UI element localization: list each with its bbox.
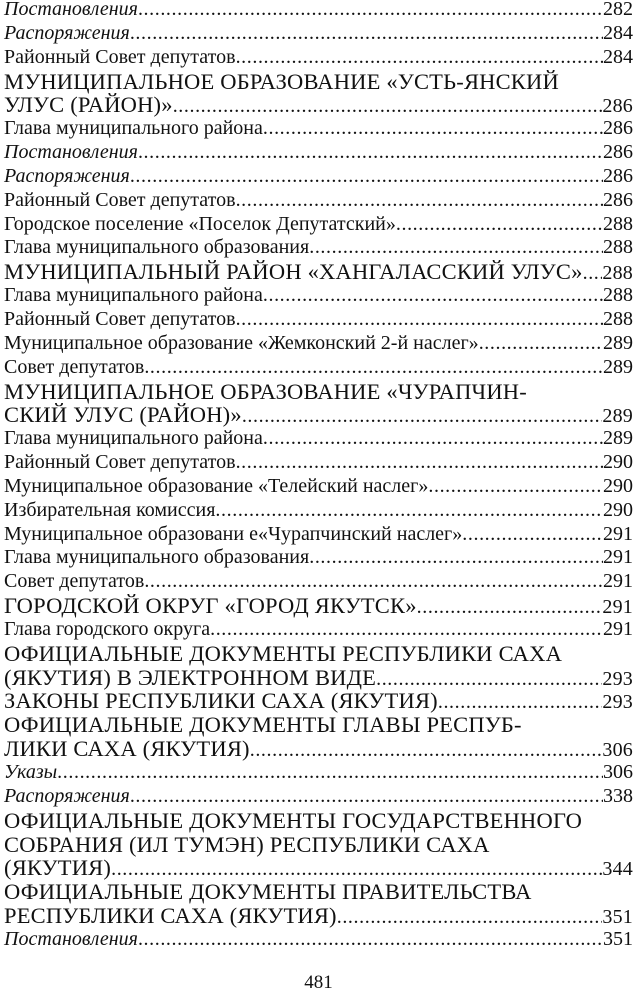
toc-page-number: 306 bbox=[603, 761, 633, 783]
dot-leader bbox=[479, 332, 603, 356]
toc-page-number: 351 bbox=[603, 927, 633, 950]
toc-line bbox=[4, 904, 633, 928]
toc-line bbox=[4, 284, 633, 308]
toc-entry bbox=[4, 308, 633, 332]
toc-page-number: 291 bbox=[602, 596, 633, 619]
page-number: 481 bbox=[304, 972, 333, 993]
toc-page-number: 338 bbox=[603, 784, 633, 807]
toc-line bbox=[4, 46, 633, 70]
toc-entry-title: Глава муниципального района bbox=[4, 284, 263, 307]
toc-page-number: 289 bbox=[603, 427, 633, 450]
toc-entry bbox=[4, 809, 633, 881]
toc-entry bbox=[4, 451, 633, 475]
toc-entry bbox=[4, 594, 633, 618]
toc-line bbox=[4, 93, 633, 117]
toc-line bbox=[4, 260, 633, 284]
toc-page-number: 289 bbox=[603, 331, 633, 354]
toc-entry-title: Городское поселение «Поселок Депутатский» bbox=[4, 212, 396, 235]
toc-entry-title: МУНИЦИПАЛЬНЫЙ РАЙОН «ХАНГАЛАССКИЙ УЛУС» bbox=[4, 259, 583, 285]
dot-leader bbox=[236, 46, 603, 70]
toc-entry-title: Совет депутатов bbox=[4, 355, 145, 378]
toc-entry bbox=[4, 189, 633, 213]
toc-line bbox=[4, 356, 633, 380]
toc-entry-title: Глава городского округа bbox=[4, 617, 211, 640]
toc-page-number: 291 bbox=[603, 617, 633, 640]
toc-entry bbox=[4, 761, 633, 785]
toc-entry-title: ОФИЦИАЛЬНЫЕ ДОКУМЕНТЫ ПРАВИТЕЛЬСТВА bbox=[4, 879, 532, 905]
toc-line bbox=[4, 475, 633, 499]
dot-leader bbox=[236, 189, 603, 213]
toc-entry-title: МУНИЦИПАЛЬНОЕ ОБРАЗОВАНИЕ «ЧУРАПЧИН- bbox=[4, 378, 527, 404]
toc-page-number: 284 bbox=[603, 45, 633, 68]
toc-page-number: 289 bbox=[602, 405, 633, 428]
toc-entry-title: Глава муниципального образования bbox=[4, 546, 310, 569]
toc-page-number: 290 bbox=[603, 451, 633, 474]
toc-entry-title: Глава муниципального района bbox=[4, 117, 263, 140]
toc-entry-title: УЛУС (РАЙОН)» bbox=[4, 92, 173, 118]
dot-leader bbox=[57, 761, 603, 785]
dot-leader bbox=[138, 928, 603, 952]
toc-line bbox=[4, 165, 633, 189]
toc-entry bbox=[4, 332, 633, 356]
toc-entry bbox=[4, 880, 633, 928]
toc-entry bbox=[4, 0, 633, 22]
toc-entry bbox=[4, 499, 633, 523]
dot-leader bbox=[462, 523, 603, 547]
toc-line bbox=[4, 236, 633, 260]
toc-line bbox=[4, 666, 633, 690]
toc-entry-title: Муниципальное образование «Телейский наслег» bbox=[4, 474, 429, 497]
toc-entry-title: Распоряжения bbox=[4, 784, 130, 807]
dot-leader bbox=[309, 236, 603, 260]
toc-entry-title: Муниципальное образование «Жемконский 2-й наслег» bbox=[4, 331, 479, 354]
toc-entry bbox=[4, 427, 633, 451]
toc-line bbox=[4, 880, 633, 904]
toc-page-number: 288 bbox=[603, 236, 633, 259]
toc-line bbox=[4, 618, 633, 642]
toc-entry-title: ЛИКИ САХА (ЯКУТИЯ) bbox=[4, 736, 250, 762]
toc-line bbox=[4, 427, 633, 451]
toc-entry-title: Распоряжения bbox=[4, 164, 130, 187]
toc-line bbox=[4, 499, 633, 523]
toc-line bbox=[4, 332, 633, 356]
toc-entry-title: Избирательная комиссия bbox=[4, 498, 216, 521]
toc-entry-title: ОФИЦИАЛЬНЫЕ ДОКУМЕНТЫ ГОСУДАРСТВЕННОГО bbox=[4, 807, 583, 833]
dot-leader bbox=[263, 427, 603, 451]
toc-page-number: 291 bbox=[603, 522, 633, 545]
toc-line bbox=[4, 380, 633, 404]
table-of-contents bbox=[4, 0, 633, 952]
toc-entry-title: Глава муниципального образования bbox=[4, 236, 310, 259]
dot-leader bbox=[236, 451, 603, 475]
toc-entry-title: Районный Совет депутатов bbox=[4, 45, 236, 68]
toc-entry-title: ОФИЦИАЛЬНЫЕ ДОКУМЕНТЫ ГЛАВЫ РЕСПУБ- bbox=[4, 712, 522, 738]
toc-page-number: 288 bbox=[603, 307, 633, 330]
toc-entry bbox=[4, 689, 633, 713]
dot-leader bbox=[263, 117, 603, 141]
toc-line bbox=[4, 141, 633, 165]
toc-page-number: 291 bbox=[603, 546, 633, 569]
toc-entry bbox=[4, 356, 633, 380]
toc-entry bbox=[4, 785, 633, 809]
toc-entry-title: Распоряжения bbox=[4, 21, 130, 44]
dot-leader bbox=[242, 405, 603, 429]
toc-page-number: 288 bbox=[602, 262, 633, 285]
toc-line bbox=[4, 546, 633, 570]
toc-page-number: 286 bbox=[602, 95, 633, 118]
toc-entry bbox=[4, 618, 633, 642]
toc-line bbox=[4, 451, 633, 475]
toc-entry bbox=[4, 284, 633, 308]
toc-line bbox=[4, 594, 633, 618]
toc-line bbox=[4, 713, 633, 737]
toc-page-number: 290 bbox=[603, 498, 633, 521]
toc-entry-title: МУНИЦИПАЛЬНОЕ ОБРАЗОВАНИЕ «УСТЬ-ЯНСКИЙ bbox=[4, 68, 559, 94]
toc-entry-title: ОФИЦИАЛЬНЫЕ ДОКУМЕНТЫ РЕСПУБЛИКИ САХА bbox=[4, 640, 563, 666]
toc-line bbox=[4, 403, 633, 427]
dot-leader bbox=[138, 0, 603, 22]
toc-entry bbox=[4, 213, 633, 237]
dot-leader bbox=[138, 141, 603, 165]
dot-leader bbox=[130, 22, 603, 46]
dot-leader bbox=[144, 570, 603, 594]
toc-line bbox=[4, 570, 633, 594]
dot-leader bbox=[210, 618, 603, 642]
dot-leader bbox=[583, 262, 603, 286]
toc-line bbox=[4, 856, 633, 880]
toc-entry-title: Районный Совет депутатов bbox=[4, 307, 236, 330]
toc-line bbox=[4, 689, 633, 713]
toc-line bbox=[4, 308, 633, 332]
toc-page-number: 306 bbox=[602, 739, 633, 762]
toc-page-number: 351 bbox=[602, 906, 633, 929]
toc-line bbox=[4, 70, 633, 94]
toc-entry bbox=[4, 22, 633, 46]
dot-leader bbox=[337, 906, 603, 930]
toc-entry-title: СКИЙ УЛУС (РАЙОН)» bbox=[4, 402, 242, 428]
toc-line bbox=[4, 809, 633, 833]
toc-entry bbox=[4, 117, 633, 141]
toc-entry-title: Совет депутатов bbox=[4, 570, 145, 593]
toc-page-number: 286 bbox=[603, 188, 633, 211]
dot-leader bbox=[396, 213, 603, 237]
toc-entry-title: Постановления bbox=[4, 927, 138, 950]
toc-entry bbox=[4, 928, 633, 952]
toc-line bbox=[4, 928, 633, 952]
toc-entry-title: Районный Совет депутатов bbox=[4, 188, 236, 211]
toc-entry-title: Постановления bbox=[4, 0, 138, 20]
toc-entry bbox=[4, 46, 633, 70]
dot-leader bbox=[215, 499, 603, 523]
toc-entry-title: (ЯКУТИЯ) bbox=[4, 855, 112, 881]
toc-line bbox=[4, 189, 633, 213]
toc-entry bbox=[4, 70, 633, 118]
toc-entry-title: Районный Совет депутатов bbox=[4, 451, 236, 474]
toc-line bbox=[4, 833, 633, 857]
toc-line bbox=[4, 0, 633, 22]
toc-line bbox=[4, 785, 633, 809]
toc-entry bbox=[4, 236, 633, 260]
toc-entry bbox=[4, 546, 633, 570]
toc-page-number: 289 bbox=[603, 355, 633, 378]
toc-entry bbox=[4, 570, 633, 594]
toc-entry-title: Глава муниципального района bbox=[4, 427, 263, 450]
dot-leader bbox=[144, 356, 603, 380]
toc-line bbox=[4, 642, 633, 666]
dot-leader bbox=[236, 308, 603, 332]
toc-line bbox=[4, 213, 633, 237]
dot-leader bbox=[250, 739, 603, 763]
toc-entry-title: Муниципальное образовани е«Чурапчинский наслег» bbox=[4, 522, 463, 545]
dot-leader bbox=[428, 475, 603, 499]
toc-line bbox=[4, 117, 633, 141]
toc-entry-title: Указы bbox=[4, 761, 58, 783]
toc-entry-title: ГОРОДСКОЙ ОКРУГ «ГОРОД ЯКУТСК» bbox=[4, 593, 417, 619]
toc-page-number: 291 bbox=[603, 570, 633, 593]
toc-entry-title: (ЯКУТИЯ) В ЭЛЕКТРОННОМ ВИДЕ bbox=[4, 664, 377, 690]
toc-page-number: 344 bbox=[602, 858, 633, 881]
toc-page-number: 288 bbox=[603, 212, 633, 235]
dot-leader bbox=[263, 284, 603, 308]
toc-page-number: 286 bbox=[603, 117, 633, 140]
dot-leader bbox=[173, 95, 603, 119]
toc-page-number: 290 bbox=[603, 474, 633, 497]
toc-page-number: 286 bbox=[603, 141, 633, 164]
toc-entry bbox=[4, 260, 633, 284]
toc-page-number: 288 bbox=[603, 284, 633, 307]
toc-entry bbox=[4, 380, 633, 428]
dot-leader bbox=[417, 596, 603, 620]
toc-entry bbox=[4, 713, 633, 761]
toc-entry-title: РЕСПУБЛИКИ САХА (ЯКУТИЯ) bbox=[4, 903, 337, 929]
toc-line bbox=[4, 523, 633, 547]
toc-page-number: 282 bbox=[603, 0, 633, 20]
dot-leader bbox=[130, 785, 603, 809]
toc-page-number: 284 bbox=[603, 21, 633, 44]
toc-entry-title: ЗАКОНЫ РЕСПУБЛИКИ САХА (ЯКУТИЯ) bbox=[4, 688, 438, 714]
toc-entry bbox=[4, 141, 633, 165]
toc-line bbox=[4, 761, 633, 785]
toc-entry bbox=[4, 165, 633, 189]
toc-page-number: 293 bbox=[602, 691, 633, 714]
dot-leader bbox=[130, 165, 603, 189]
toc-entry bbox=[4, 475, 633, 499]
toc-page-number: 286 bbox=[603, 164, 633, 187]
dot-leader bbox=[309, 546, 603, 570]
toc-page-number: 293 bbox=[602, 667, 633, 690]
toc-entry-title: СОБРАНИЯ (ИЛ ТУМЭН) РЕСПУБЛИКИ САХА bbox=[4, 831, 490, 857]
toc-entry-title: Постановления bbox=[4, 141, 138, 164]
toc-line bbox=[4, 737, 633, 761]
toc-entry bbox=[4, 523, 633, 547]
toc-entry bbox=[4, 642, 633, 690]
toc-line bbox=[4, 22, 633, 46]
